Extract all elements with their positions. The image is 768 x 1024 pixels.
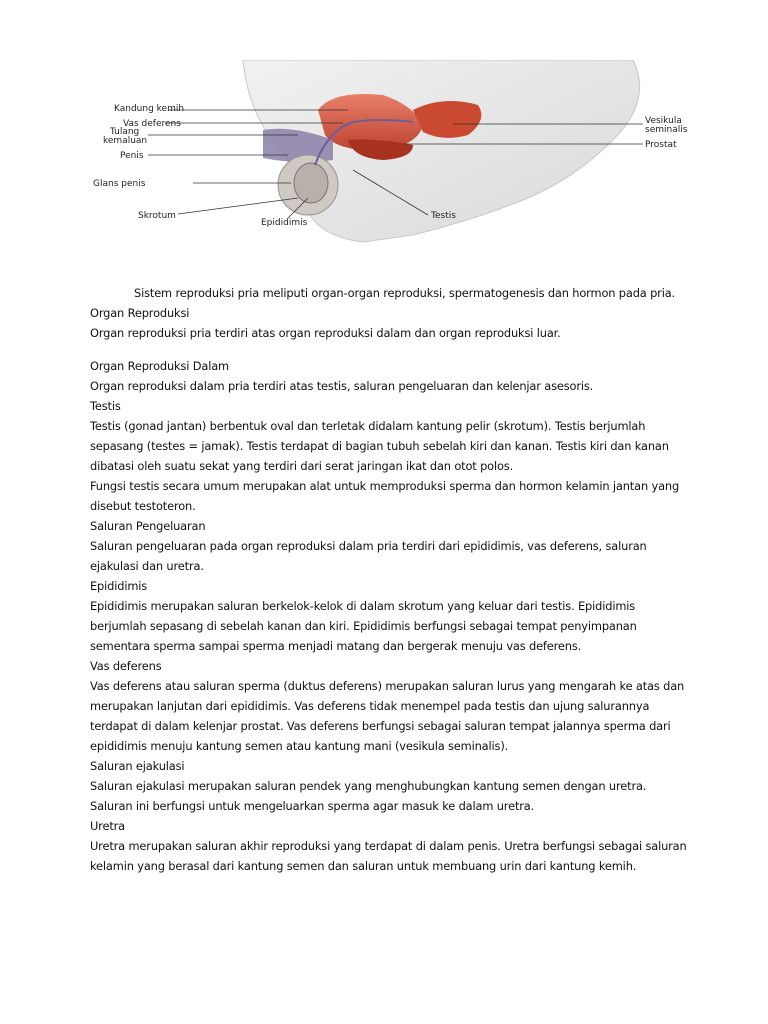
heading-saluran-pengeluaran: Saluran Pengeluaran [90, 519, 206, 533]
paragraph-testis-1: Testis (gonad jantan) berbentuk oval dan terletak didalam kantung pelir (skrotum). Testis berjumlah sepasang (testes = jamak). Testis terdapat di bagian tubuh sebelah kiri dan kanan. Testis kiri dan kanan dibatasi oleh suatu sekat yang terdiri dari serat jaringan ikat dan otot polos. [90, 419, 669, 473]
label-vesikula: Vesikula [645, 116, 682, 126]
label-tulang: Tulang [110, 127, 140, 137]
intro-paragraph: Sistem reproduksi pria meliputi organ-organ reproduksi, spermatogenesis dan hormon pada pria. [134, 286, 676, 300]
paragraph-organ-reproduksi: Organ reproduksi pria terdiri atas organ reproduksi dalam dan organ reproduksi luar. [90, 326, 561, 340]
label-testis: Testis [431, 211, 456, 221]
heading-organ-reproduksi: Organ Reproduksi [90, 306, 190, 320]
label-epididimis: Epididimis [261, 218, 308, 228]
paragraph-vas-deferens: Vas deferens atau saluran sperma (duktus deferens) merupakan saluran lurus yang mengarah ke atas dan merupakan lanjutan dari epididimis. Vas deferens tidak menempel pada testis dan ujung salurannya terdapat di dalam kelenjar prostat. Vas deferens berfungsi sebagai saluran tempat jalannya sperma dari epididimis menuju kantung semen atau kantung mani (vesikula seminalis). [90, 679, 685, 753]
label-prostat: Prostat [645, 140, 677, 150]
heading-uretra: Uretra [90, 819, 126, 833]
anatomy-illustration [93, 60, 708, 250]
label-glans-penis: Glans penis [93, 179, 146, 189]
testis-shape [294, 163, 328, 203]
paragraph-uretra: Uretra merupakan saluran akhir reproduksi yang terdapat di dalam penis. Uretra berfungsi sebagai saluran kelamin yang berasal dari kantung semen dan saluran untuk membuang urin dari kantung kemih. [90, 839, 687, 873]
document-body [90, 283, 690, 876]
label-seminalis: seminalis [645, 125, 688, 135]
anatomy-figure [93, 60, 708, 250]
paragraph-epididimis: Epididimis merupakan saluran berkelok-kelok di dalam skrotum yang keluar dari testis. Epididimis berjumlah sepasang di sebelah kanan dan kiri. Epididimis berfungsi sebagai tempat penyimpanan sementara sperma sampai sperma menjadi matang dan bergerak menuju vas deferens. [90, 599, 637, 653]
heading-vas-deferens: Vas deferens [90, 659, 162, 673]
label-skrotum: Skrotum [138, 211, 176, 221]
paragraph-organ-reproduksi-dalam: Organ reproduksi dalam pria terdiri atas testis, saluran pengeluaran dan kelenjar asesoris. [90, 379, 594, 393]
label-kemaluan: kemaluan [103, 136, 148, 146]
label-vas-deferens: Vas deferens [123, 119, 181, 129]
heading-epididimis: Epididimis [90, 579, 148, 593]
label-kandung-kemih: Kandung kemih [114, 104, 185, 114]
heading-testis: Testis [90, 399, 121, 413]
paragraph-saluran-ejakulasi: Saluran ejakulasi merupakan saluran pendek yang menghubungkan kantung semen dengan uretra. Saluran ini berfungsi untuk mengeluarkan sperma agar masuk ke dalam uretra. [90, 779, 647, 813]
paragraph-saluran-pengeluaran: Saluran pengeluaran pada organ reproduksi dalam pria terdiri dari epididimis, vas deferens, saluran ejakulasi dan uretra. [90, 539, 647, 573]
heading-saluran-ejakulasi: Saluran ejakulasi [90, 759, 185, 773]
paragraph-testis-2: Fungsi testis secara umum merupakan alat untuk memproduksi sperma dan hormon kelamin jantan yang disebut testoteron. [90, 479, 680, 513]
label-penis: Penis [120, 151, 144, 161]
heading-organ-reproduksi-dalam: Organ Reproduksi Dalam [90, 359, 229, 373]
